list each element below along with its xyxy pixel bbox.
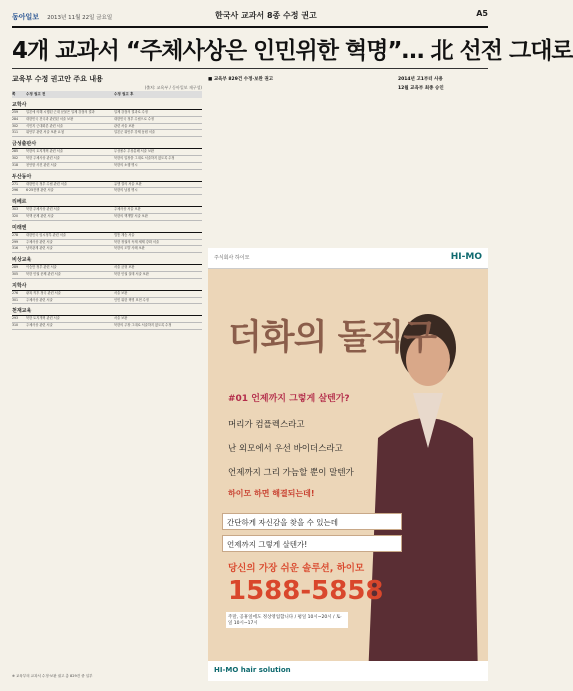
- table-row: [12, 298, 202, 305]
- ad-copy-line: 머리가 컴플렉스라고: [228, 420, 305, 430]
- table-category: 비상교육: [12, 256, 202, 265]
- ad-title: 더화의 돌직구: [228, 317, 437, 358]
- ad-logo: HI-MO: [450, 252, 482, 262]
- table-cell: 305: [12, 271, 19, 276]
- ad-hours-note: 주말, 공휴일에도 정상영업합니다 / 평일 10시~20시 / 토·일 10시~17시: [226, 612, 348, 628]
- table-cell: 주체사상 서술 보완: [114, 207, 141, 212]
- table-header-cell: 쪽: [12, 92, 16, 96]
- ad-band: 간단하게 자신감을 찾을 수 있는데: [222, 513, 402, 530]
- table-row: [12, 207, 202, 214]
- table-cell: 대한민국 정부 수립 관련 서술: [26, 181, 68, 186]
- ad-copy-line: 난 외모에서 우선 바이더스라고: [228, 444, 343, 454]
- table-cell: 일본군 위안부 강제 동원 서술: [114, 130, 156, 135]
- revision-table: [12, 74, 202, 679]
- table-row: [12, 149, 202, 156]
- table-cell: 북한의 토지개혁 관련 서술: [26, 149, 63, 154]
- headline: 4개 교과서 “주체사상은 인민위한 혁명”… 北 선전 그대로: [12, 38, 573, 64]
- table-cell: 6·25전쟁 관련 서술: [26, 188, 54, 193]
- table-cell: 식민지 근대화론 관련 서술: [26, 123, 63, 128]
- table-cell: 인민 위한 혁명 표현 수정: [114, 297, 149, 302]
- table-row: [12, 291, 202, 298]
- table-category: 지학사: [12, 282, 202, 291]
- article-subhead: 2014년 고1부터 사용: [398, 77, 443, 82]
- table-row: [12, 163, 202, 170]
- table-row: [12, 323, 202, 330]
- table-row: [12, 246, 202, 253]
- table-cell: 284: [12, 116, 19, 121]
- table-cell: 무상몰수 무상분배 서술 보완: [114, 149, 154, 154]
- table-cell: 276: [12, 290, 19, 295]
- table-cell: 대한민국 정부 수립으로 수정: [114, 116, 154, 121]
- table-cell: 북한 인권 실태 서술 보완: [114, 271, 149, 276]
- table-cell: 285: [12, 149, 19, 154]
- table-row: [12, 272, 202, 279]
- table-row: [12, 265, 202, 272]
- table-row: [12, 117, 202, 124]
- table-cell: 북한의 주장 그대로 서술하지 않도록 수정: [114, 323, 172, 328]
- article-subhead: ■ 교육부 829건 수정·보완 권고: [208, 77, 274, 82]
- table-cell: 북한 정권의 독재 체제 강화 서술: [114, 239, 160, 244]
- table-row: [12, 130, 202, 137]
- newspaper-logo: 동아일보: [12, 12, 40, 21]
- table-category: 미래엔: [12, 224, 202, 233]
- table-row: [12, 233, 202, 240]
- table-cell: 북핵 문제 관련 서술: [26, 213, 54, 218]
- table-cell: 259: [12, 110, 19, 114]
- table-cell: 서술 보완: [114, 316, 128, 321]
- table-cell: 310: [12, 323, 19, 328]
- table-cell: 일본에 의해 시행된 근대 문물은 일제 강점의 결과: [26, 110, 95, 114]
- page-number: A5: [476, 9, 488, 18]
- table-cell: 천안함 사건 관련 서술: [26, 162, 57, 167]
- article-column: [303, 74, 392, 244]
- table-row: [12, 188, 202, 195]
- table-cell: 광복 직후 정국 관련 서술: [26, 290, 61, 295]
- table-cell: 북한 주체사상 관련 서술: [26, 155, 60, 160]
- ad-top-bar: [208, 248, 488, 269]
- table-cell: 주체사상 관련 서술: [26, 323, 53, 328]
- table-cell: 293: [12, 316, 19, 321]
- table-cell: 남북관계 관련 서술: [26, 246, 53, 251]
- table-row: [12, 214, 202, 221]
- table-cell: 이승만 정부 관련 서술: [26, 265, 57, 270]
- table-row: [12, 110, 202, 117]
- table-cell: 서술 보완: [114, 290, 128, 295]
- article-body: [208, 74, 488, 244]
- table-category: 천재교육: [12, 307, 202, 316]
- table-cell: 296: [12, 188, 19, 193]
- table-cell: 서술 균형 보완: [114, 265, 135, 270]
- ad-footer-text: HI-MO hair solution: [214, 666, 291, 674]
- table-header-row: [12, 91, 202, 98]
- table-header-cell: 수정 권고 후: [114, 92, 134, 96]
- advertisement: [208, 248, 488, 681]
- ad-highlight: 하이모 하면 해결되는데!: [228, 489, 315, 498]
- section-title: 한국사 교과서 8종 수정 권고: [215, 11, 317, 20]
- table-header-cell: 수정 권고 전: [26, 92, 46, 96]
- table-cell: 북한의 남침 명시: [114, 188, 138, 193]
- table-cell: 주체사상 관련 서술: [26, 239, 53, 244]
- article-column: [398, 74, 487, 244]
- table-category: 두산동아: [12, 173, 202, 182]
- table-cell: 대한민국 건국과 관련된 서술 보완: [26, 116, 74, 121]
- headline-rule: [12, 68, 488, 69]
- table-cell: 301: [12, 297, 19, 302]
- table-cell: 관련 서술 보완: [114, 123, 135, 128]
- table-cell: 북한의 도발 사례 보완: [114, 246, 145, 251]
- table-cell: 북한 주체사상 관련 서술: [26, 207, 60, 212]
- table-cell: 318: [12, 162, 19, 167]
- table-cell: 299: [12, 239, 19, 244]
- ad-brand: 주식회사 하이모: [214, 255, 250, 261]
- table-cell: 316: [12, 246, 19, 251]
- table-category: 금성출판사: [12, 140, 202, 149]
- table-cell: 북한 인권 문제 관련 서술: [26, 271, 61, 276]
- table-title: 교육부 수정 권고안 주요 내용: [12, 75, 103, 83]
- table-cell: 278: [12, 232, 19, 237]
- table-cell: 302: [12, 123, 19, 128]
- table-cell: 위안부 관련 서술 보완 요청: [26, 130, 64, 135]
- ad-question: #01 언제까지 그렇게 살텐가?: [228, 394, 350, 404]
- issue-date: 2013년 11월 22일 금요일: [47, 15, 113, 21]
- table-cell: 대한민국 임시정부 관련 서술: [26, 232, 66, 237]
- article-column: [208, 74, 297, 244]
- table-cell: 271: [12, 181, 19, 186]
- table-cell: 법통 계승 서술: [114, 232, 135, 237]
- table-row: [12, 156, 202, 163]
- table-category: 교학사: [12, 101, 202, 110]
- table-cell: 302: [12, 155, 19, 160]
- ad-band: 언제까지 그렇게 살텐가!: [222, 535, 402, 552]
- table-cell: 289: [12, 265, 19, 270]
- table-footnote: ※ 교육부의 교과서 수정·보완 권고 총 829건 중 일부: [12, 674, 93, 678]
- table-cell: 320: [12, 213, 19, 218]
- table-cell: 303: [12, 207, 19, 212]
- table-category: 리베르: [12, 198, 202, 207]
- header-rule: [12, 26, 488, 28]
- table-cell: 북한 토지개혁 관련 서술: [26, 316, 60, 321]
- article-subhead: 12월 교육부 최종 승인: [398, 85, 444, 91]
- table-source: (출처: 교육부 / 동아일보 재구성): [144, 85, 202, 90]
- table-cell: 유엔 결의 서술 보완: [114, 181, 142, 186]
- table-cell: 일제 강점의 결과로 수정: [114, 110, 148, 114]
- table-cell: 311: [12, 130, 19, 135]
- ad-copy-line: 언제까지 그리 가늠할 뿐이 말텐가: [228, 468, 354, 478]
- table-cell: 북한의 입장을 그대로 서술하지 않도록 수정: [114, 155, 175, 160]
- table-cell: 주체사상 관련 서술: [26, 297, 53, 302]
- table-cell: 북한의 핵개발 서술 보완: [114, 213, 148, 218]
- ad-footer: [208, 661, 488, 681]
- ad-phone-number: 1588-5858: [228, 576, 384, 606]
- table-cell: 북한의 소행 명시: [114, 162, 138, 167]
- table-body: [12, 91, 202, 330]
- ad-cta: 당신의 가장 쉬운 솔루션, 하이모: [228, 563, 365, 574]
